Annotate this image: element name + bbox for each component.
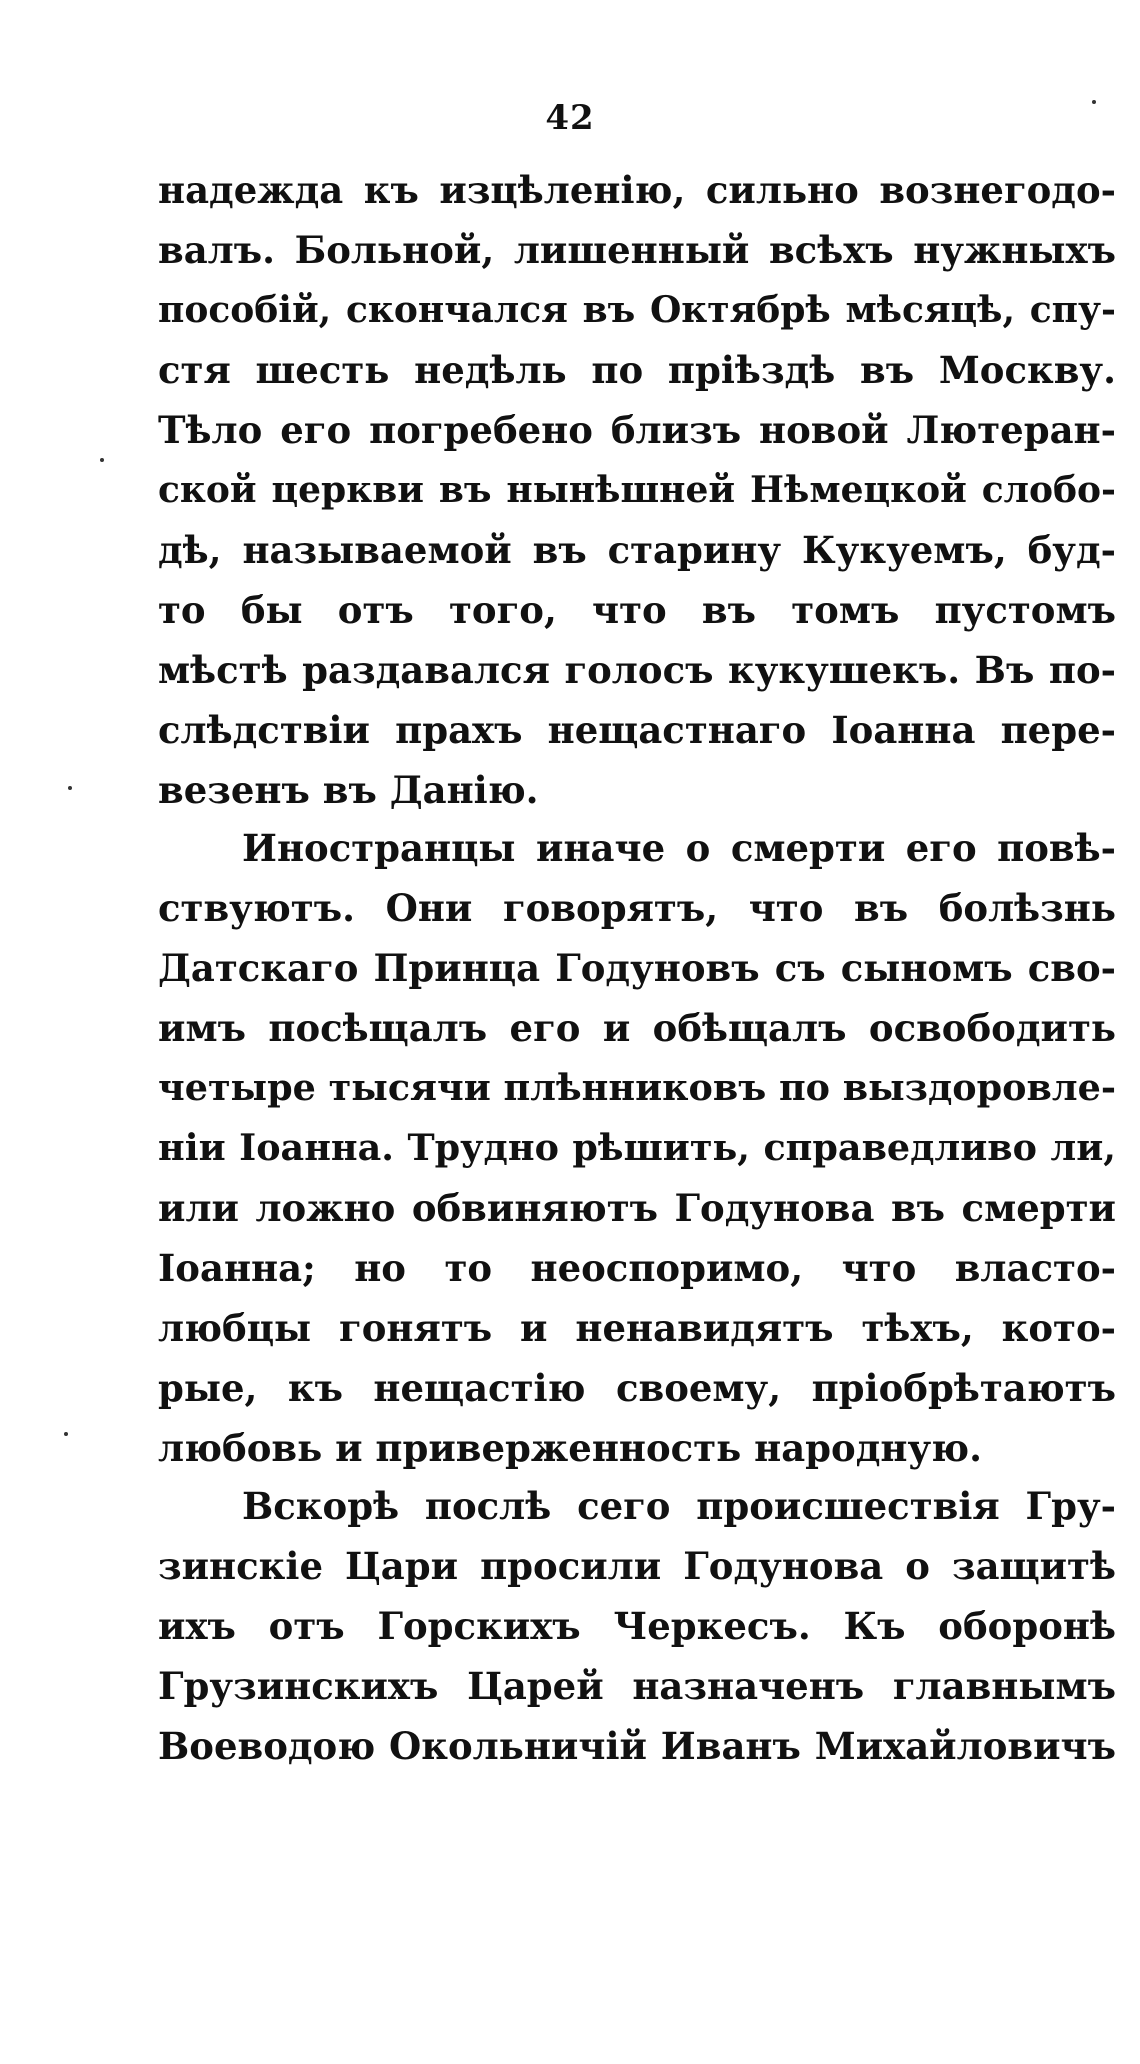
paragraph-1 <box>158 160 1116 820</box>
text-line: надежда къ изцѣленію, сильно вознегодо- <box>158 168 1116 212</box>
scan-speck <box>64 1432 68 1436</box>
text-line: зинскіе Цари просили Годунова о защитѣ <box>158 1544 1116 1588</box>
text-line: везенъ въ Данію. <box>158 768 539 812</box>
text-line: мѣстѣ раздавался голосъ кукушекъ. Въ по- <box>158 648 1116 692</box>
text-line: Иностранцы иначе о смерти его повѣ- <box>242 826 1116 870</box>
text-line: Датскаго Принца Годуновъ съ сыномъ сво- <box>158 946 1116 990</box>
text-line: стя шесть недѣль по пріѣздѣ въ Москву. <box>158 348 1116 392</box>
scan-speck <box>100 458 104 462</box>
text-line: рые, къ нещастію своему, пріобрѣтаютъ <box>158 1366 1116 1410</box>
text-line: Іоанна; но то неоспоримо, что власто- <box>158 1246 1116 1290</box>
text-line: или ложно обвиняютъ Годунова въ смерти <box>158 1186 1116 1230</box>
text-line: четыре тысячи плѣнниковъ по выздоровле- <box>158 1066 1116 1109</box>
text-line: дѣ, называемой въ старину Кукуемъ, буд- <box>158 528 1116 572</box>
text-line: Вскорѣ послѣ сего происшествія Гру- <box>242 1484 1116 1528</box>
text-line: то бы отъ того, что въ томъ пустомъ <box>158 588 1116 632</box>
text-line: Воеводою Окольничій Иванъ Михайловичъ <box>158 1724 1116 1768</box>
scan-speck <box>68 786 72 790</box>
scan-speck <box>1092 100 1096 104</box>
text-line: ніи Іоанна. Трудно рѣшить, справедливо ли, <box>158 1126 1116 1169</box>
text-line: имъ посѣщалъ его и обѣщалъ освободить <box>158 1006 1116 1050</box>
text-line: пособій, скончался въ Октябрѣ мѣсяцѣ, спу- <box>158 289 1116 331</box>
paragraph-2 <box>158 818 1116 1478</box>
text-line: слѣдствіи прахъ нещастнаго Іоанна пере- <box>158 708 1116 752</box>
text-line: любцы гонятъ и ненавидятъ тѣхъ, кото- <box>158 1306 1116 1350</box>
text-line: Грузинскихъ Царей назначенъ главнымъ <box>158 1664 1116 1708</box>
text-line: ствуютъ. Они говорятъ, что въ болѣзнь <box>158 886 1116 930</box>
text-line: валъ. Больной, лишенный всѣхъ нужныхъ <box>158 228 1116 272</box>
text-line: любовь и приверженность народную. <box>158 1426 982 1470</box>
text-line: ихъ отъ Горскихъ Черкесъ. Къ оборонѣ <box>158 1604 1116 1648</box>
text-line: Тѣло его погребено близъ новой Лютеран- <box>158 408 1116 452</box>
paragraph-3 <box>158 1476 1116 1776</box>
page-number: 42 <box>545 98 595 138</box>
text-line: ской церкви въ нынѣшней Нѣмецкой слобо- <box>158 469 1116 511</box>
